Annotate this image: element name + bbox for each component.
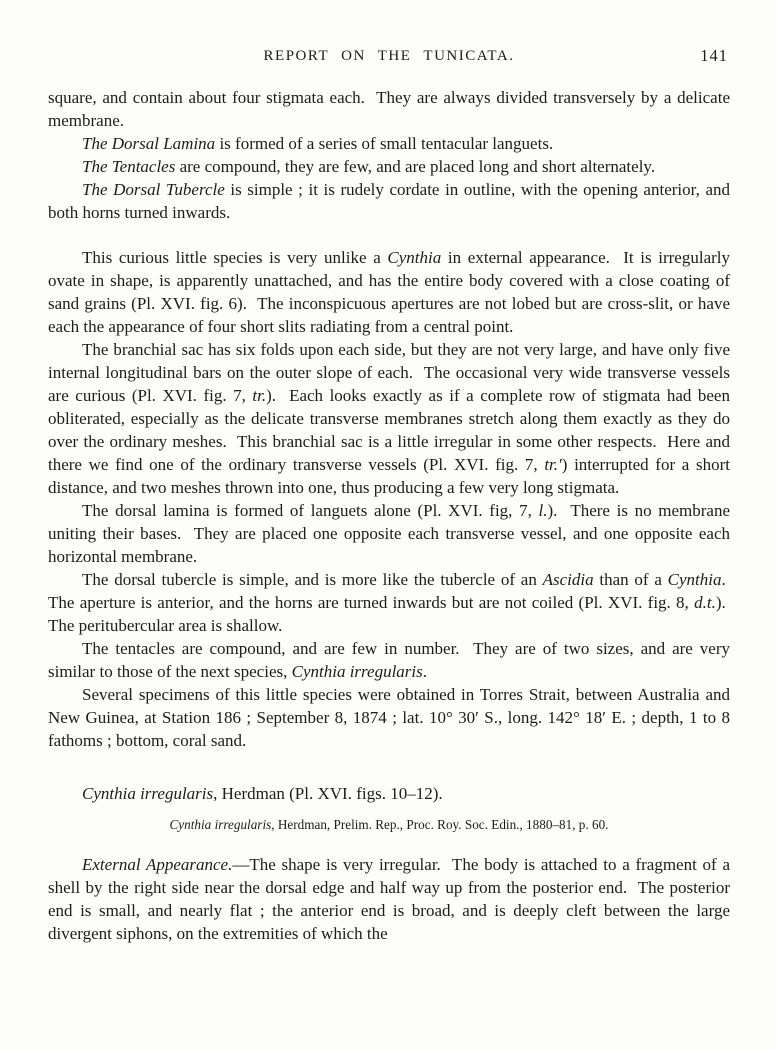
text-run: square, and contain about four stigmata each. They are always divided transversely by a delicate membrane. [48, 88, 730, 130]
paragraph-dorsal-tubercle [48, 178, 730, 224]
text-run: —The shape is very irregular. The body is attached to a fragment of a shell by the right side near the dorsal edge and half way up from the posterior end. The posterior end is small, and nearly flat ; the anterior end is broad, and is deeply cleft between the large divergent siphons, on the extremities of which the [48, 855, 730, 943]
text-run: The tentacles are compound, and are few in number. They are of two sizes, and are very similar to those of the next species, [48, 639, 730, 681]
text-run: , Herdman (Pl. XVI. figs. 10–12). [213, 784, 443, 803]
italic-text-run: Ascidia [542, 570, 594, 589]
text-run: in external appearance. It is irregularly ovate in shape, is apparently unattached, and has the entire body covered with a close coating of sand grains (Pl. XVI. fig. 6). The inconspicuous apertures are not lobed but are cross-slit, or have each the appearance of four short slits radiating from a central point. [48, 248, 730, 336]
italic-text-run: The Tentacles [82, 157, 176, 176]
italic-text-run: The Dorsal Lamina [82, 134, 216, 153]
text-run: is formed of a series of small tentacular languets. [215, 134, 554, 153]
italic-text-run: l. [538, 501, 548, 520]
italic-text-run: d.t. [694, 593, 716, 612]
text-run: . [422, 662, 428, 681]
paragraph-external-description [48, 246, 730, 338]
text-run: The dorsal lamina is formed of languets alone (Pl. XVI. fig, 7, [82, 501, 539, 520]
paragraph-dorsal-tubercle-detail [48, 568, 730, 637]
italic-text-run: tr.′ [544, 455, 562, 474]
paragraph-continuation [48, 86, 730, 132]
italic-text-run: tr. [252, 386, 267, 405]
italic-text-run: Cynthia irregularis [291, 662, 423, 681]
text-run: ) interrupted for a short distance, and two meshes thrown into one, thus producing a few very long stigmata. [48, 455, 730, 497]
italic-text-run: Cynthia [387, 248, 442, 267]
text-run: The branchial sac has six folds upon each side, but they are not very large, and have only five internal longitudinal bars on the outer slope of each. The occasional very wide transverse vessels are curious (Pl. XVI. fig. 7, [48, 340, 730, 405]
paragraph-external-appearance [48, 853, 730, 945]
running-title: REPORT ON THE TUNICATA. [263, 48, 515, 64]
text-run: is simple ; it is rudely cordate in outline, with the opening anterior, and both horns turned inwards. [48, 180, 730, 222]
text-run: , Herdman, Prelim. Rep., Proc. Roy. Soc. Edin., 1880–81, p. 60. [271, 817, 609, 832]
paragraph-branchial-sac [48, 338, 730, 499]
paragraph-dorsal-lamina [48, 132, 730, 155]
paragraph-locality [48, 683, 730, 752]
text-run: Several specimens of this little species were obtained in Torres Strait, between Australia and New Guinea, at Station 186 ; September 8, 1874 ; lat. 10° 30′ S., long. 142° 18′ E. ; depth, 1 to 8 fathoms ; bottom, coral sand. [48, 685, 730, 750]
page-header [48, 46, 730, 66]
paragraph-tentacles-detail [48, 637, 730, 683]
paragraph-dorsal-lamina-detail [48, 499, 730, 568]
text-run: ). There is no membrane uniting their bases. They are placed one opposite each transverse vessel, and one opposite each horizontal membrane. [48, 501, 730, 566]
text-run: are compound, they are few, and are placed long and short alternately. [175, 157, 656, 176]
page-number: 141 [700, 46, 728, 65]
italic-text-run: Cynthia irregularis [169, 817, 272, 832]
italic-text-run: Cynthia irregularis [82, 784, 214, 803]
reference-citation [48, 817, 730, 833]
italic-text-run: Cynthia [667, 570, 722, 589]
page-body [48, 86, 730, 945]
text-run: This curious little species is very unlike a [82, 248, 388, 267]
italic-text-run: The Dorsal Tubercle [82, 180, 225, 199]
text-run: than of a [593, 570, 668, 589]
text-run: ). The peritubercular area is shallow. [48, 593, 730, 635]
text-run: ). Each looks exactly as if a complete row of stigmata had been obliterated, especially as the delicate transverse membranes stretch along them exactly as they do over the ordinary meshes. This branchial sac is a little irregular in some other respects. Here and there we find one of the ordinary transverse vessels (Pl. XVI. fig. 7, [48, 386, 730, 474]
text-run: . The aperture is anterior, and the horns are turned inwards but are not coiled (Pl. XVI. fig. 8, [48, 570, 730, 612]
italic-text-run: External Appearance. [82, 855, 233, 874]
paragraph-tentacles [48, 155, 730, 178]
text-run: The dorsal tubercle is simple, and is more like the tubercle of an [82, 570, 543, 589]
species-heading [48, 782, 730, 805]
